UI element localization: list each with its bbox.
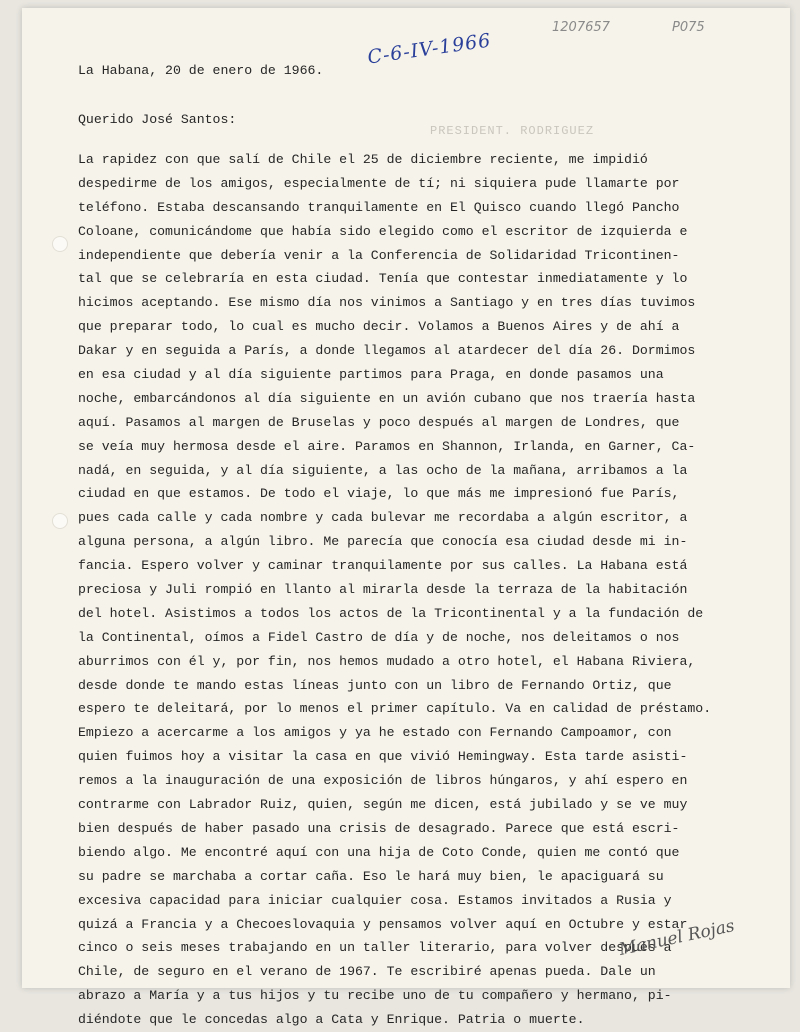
letter-line: desde donde te mando estas líneas junto con un libro de Fernando Ortiz, que xyxy=(78,677,672,693)
letter-line: espero te deleitará, por lo menos el primer capítulo. Va en calidad de préstamo. xyxy=(78,701,712,717)
letter-greeting: Querido José Santos: xyxy=(78,112,237,127)
letter-line: se veía muy hermosa desde el aire. Paramos en Shannon, Irlanda, en Garner, Ca- xyxy=(78,438,696,454)
letter-line: remos a la inauguración de una exposición de libros húngaros, y ahí espero en xyxy=(78,773,688,789)
handwritten-date: C-6-IV-1966 xyxy=(366,29,493,69)
letter-line: contrarme con Labrador Ruiz, quien, según me dicen, está jubilado y se ve muy xyxy=(78,797,688,813)
letter-line: la Continental, oímos a Fidel Castro de día y de noche, nos deleitamos o nos xyxy=(78,629,680,645)
letter-line: cinco o seis meses trabajando en un taller literario, para volver después a xyxy=(78,940,672,956)
letter-line: despedirme de los amigos, especialmente de tí; ni siquiera pude llamarte por xyxy=(78,175,680,191)
letter-line: aquí. Pasamos al margen de Bruselas y poco después al margen de Londres, que xyxy=(78,414,680,430)
letter-line: pues cada calle y cada nombre y cada bulevar me recordaba a algún escritor, a xyxy=(78,510,688,526)
archive-number: 1207657 xyxy=(552,20,610,35)
letter-line: tal que se celebraría en esta ciudad. Tenía que contestar inmediatamente y lo xyxy=(78,271,688,287)
letter-line: hicimos aceptando. Ese mismo día nos vinimos a Santiago y en tres días tuvimos xyxy=(78,295,696,311)
letter-line: fancia. Espero volver y caminar tranquilamente por sus calles. La Habana está xyxy=(78,558,688,574)
handwritten-signature: Manuel Rojas xyxy=(617,916,737,960)
letter-line: quizá a Francia y a Checoeslovaquia y pensamos volver aquí en Octubre y estar xyxy=(78,916,688,932)
letter-line: en esa ciudad y al día siguiente partimos para Praga, en donde pasamos una xyxy=(78,367,664,383)
letter-line: nadá, en seguida, y al día siguiente, a las ocho de la mañana, arribamos a la xyxy=(78,462,688,478)
letter-line: alguna persona, a algún libro. Me parecía que conocía esa ciudad desde mi in- xyxy=(78,534,688,550)
letter-line: aburrimos con él y, por fin, nos hemos mudado a otro hotel, el Habana Riviera, xyxy=(78,653,696,669)
faint-bleedthrough-text: PRESIDENT. RODRIGUEZ xyxy=(430,124,595,138)
letter-line: diéndote que le concedas algo a Cata y Enrique. Patria o muerte. xyxy=(78,1012,585,1028)
letter-line: preciosa y Juli rompió en llanto al mirarla desde la terraza de la habitación xyxy=(78,582,688,598)
punch-hole xyxy=(52,236,68,252)
letter-line: que preparar todo, lo cual es mucho decir. Volamos a Buenos Aires y de ahí a xyxy=(78,319,680,335)
letter-line: noche, embarcándonos al día siguiente en un avión cubano que nos traería hasta xyxy=(78,390,696,406)
letter-line: Dakar y en seguida a París, a donde llegamos al atardecer del día 26. Dormimos xyxy=(78,343,696,359)
letter-line: del hotel. Asistimos a todos los actos de la Tricontinental y a la fundación de xyxy=(78,605,704,621)
letter-line: biendo algo. Me encontré aquí con una hija de Coto Conde, quien me contó que xyxy=(78,844,680,860)
letter-body xyxy=(78,148,768,1032)
archive-code: P075 xyxy=(672,20,705,35)
letter-line: quien fuimos hoy a visitar la casa en que vivió Hemingway. Esta tarde asisti- xyxy=(78,749,688,765)
punch-hole xyxy=(52,513,68,529)
letter-line: bien después de haber pasado una crisis de desagrado. Parece que está escri- xyxy=(78,820,680,836)
letter-line: Coloane, comunicándome que había sido elegido como el escritor de izquierda e xyxy=(78,223,688,239)
letter-line: excesiva capacidad para iniciar cualquier cosa. Estamos invitados a Rusia y xyxy=(78,892,672,908)
letter-line: ciudad en que estamos. De todo el viaje, lo que más me impresionó fue París, xyxy=(78,486,680,502)
letter-line: Empiezo a acercarme a los amigos y ya he estado con Fernando Campoamor, con xyxy=(78,725,672,741)
letter-line: independiente que debería venir a la Conferencia de Solidaridad Tricontinen- xyxy=(78,247,680,263)
letter-line: abrazo a María y a tus hijos y tu recibe uno de tu compañero y hermano, pi- xyxy=(78,988,672,1004)
letter-line: La rapidez con que salí de Chile el 25 de diciembre reciente, me impidió xyxy=(78,152,648,167)
letter-dateline: La Habana, 20 de enero de 1966. xyxy=(78,63,324,78)
letter-line: su padre se marchaba a cortar caña. Eso le hará muy bien, le apaciguará su xyxy=(78,868,664,884)
letter-line: Chile, de seguro en el verano de 1967. Te escribiré apenas pueda. Dale un xyxy=(78,964,656,980)
letter-line: teléfono. Estaba descansando tranquilamente en El Quisco cuando llegó Pancho xyxy=(78,199,680,215)
